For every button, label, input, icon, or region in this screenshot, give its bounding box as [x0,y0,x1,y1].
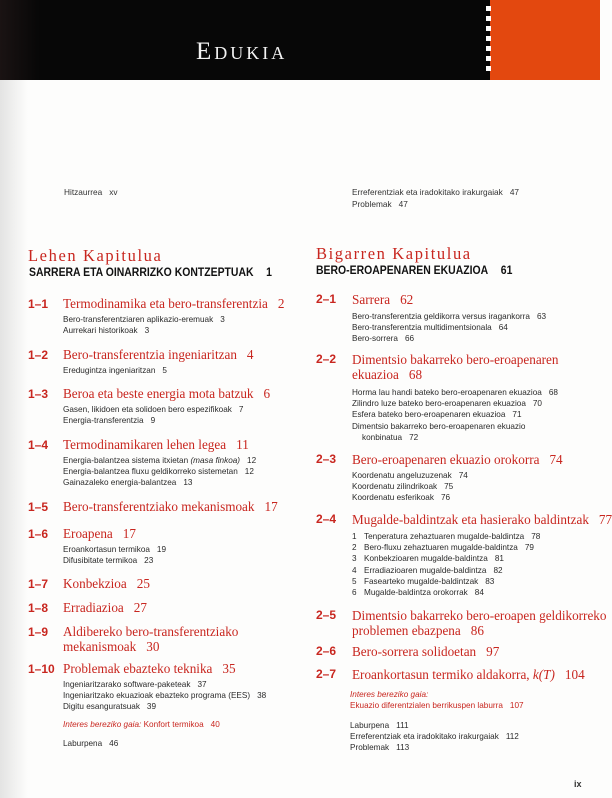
subsection-list [63,455,256,489]
section-title: Beroa eta beste energia mota batzuk 6 [63,386,271,401]
subsection-entry[interactable]: 3 Konbekzioaren mugalde-baldintza 81 [352,554,504,564]
right-intro-list [352,186,519,210]
subsection-list [63,404,243,426]
subsection-list [352,387,558,443]
subsection-entry[interactable]: Aurrekari historikoak 3 [63,326,150,336]
subsection-entry[interactable]: Ingeniaritzarako software-paketeak 37 [63,680,207,689]
page-number: ix [574,779,582,789]
toc-entry[interactable]: Erreferentziak eta iradokitako irakurgaiak 112 [350,732,519,742]
section-title: Eroankortasun termiko aldakorra, k(T) 104 [352,667,585,682]
subsection-entry[interactable]: 2 Bero-fluxu zehaztuaren mugalde-baldintza 79 [352,543,534,553]
subsection-entry[interactable]: Energia-balantzea fluxu geldikorreko sistemetan 12 [63,467,254,477]
subsection-entry[interactable]: Energia-balantzea sistema itxietan (masa finkoa) 12 [63,456,257,465]
subsection-entry[interactable]: Eredugintza ingeniaritzan 5 [63,366,167,375]
subsection-entry[interactable]: Bero-transferentziaren aplikazio-eremuak 3 [63,315,225,324]
subsection-entry[interactable]: Koordenatu esferikoak 76 [352,493,451,503]
subsection-entry[interactable]: 5 Fasearteko mugalde-baldintzak 83 [352,576,495,586]
toc-entry[interactable]: Laburpena 111 [350,721,409,730]
toc-entry[interactable]: Hitzaurrea xv [64,187,118,197]
special-topic-entry[interactable]: Interes bereziko gaia: Konfort termikoa 40 [63,720,220,729]
subsection-entry[interactable]: Gasen, likidoen eta solidoen bero espezifikoak 7 [63,405,244,414]
special-topic-entry[interactable]: Interes bereziko gaia: Ekuazio diferentzialen berrikuspen laburra 107 [350,690,524,711]
subsection-entry[interactable]: Dimentsio bakarreko bero-eroapenaren ekuazio konbinatua 72 [352,421,526,442]
header-band [0,0,600,80]
end-matter-list [350,720,519,754]
chapter-title[interactable]: BERO-EROAPENAREN EKUAZIOA 61 [316,264,513,277]
subsection-entry[interactable]: 4 Erradiazioaren mugalde-baldintza 82 [352,565,503,575]
section-title: Mugalde-baldintzak eta hasierako baldintzak 77 [352,512,612,527]
toc-entry[interactable]: Problemak 113 [350,743,410,753]
section-title: Sarrera 62 [352,292,414,307]
section-title: Aldibereko bero-transferentziako mekanismoak 30 [63,624,239,654]
subsection-list [63,314,225,336]
header-accent-block [490,0,600,80]
subsection-entry[interactable]: Bero-transferentzia multidimentsionala 64 [352,323,508,333]
subsection-list [352,470,468,504]
section-title: Bero-eroapenaren ekuazio orokorra 74 [352,452,563,467]
perforation-dots [486,6,492,76]
subsection-entry[interactable]: Eroankortasun termikoa 19 [63,545,167,554]
section-title: Dimentsio bakarreko bero-eroapen geldikorreko problemen ebazpena 86 [352,608,607,638]
subsection-list [352,311,546,345]
subsection-entry[interactable]: 6 Mugalde-baldintza orokorrak 84 [352,588,484,598]
subsection-entry[interactable]: Bero-sorrera 66 [352,334,415,344]
subsection-list [352,531,540,598]
toc-entry[interactable]: Laburpena 46 [63,739,119,748]
subsection-entry[interactable]: Koordenatu angeluzuzenak 74 [352,471,468,480]
section-title: Termodinamika eta bero-transferentzia 2 [63,296,285,311]
section-title: Termodinamikaren lehen legea 11 [63,437,249,452]
header-gradient [0,0,40,80]
left-intro-list [64,186,118,198]
section-title: Bero-sorrera solidoetan 97 [352,644,500,659]
subsection-entry[interactable]: Ingeniaritzako ekuazioak ebazteko programa (EES) 38 [63,691,267,701]
subsection-list [63,365,167,376]
subsection-entry[interactable]: Digitu esanguratsuak 39 [63,702,157,712]
section-title: Erradiazioa 27 [63,600,147,615]
subsection-entry[interactable]: Esfera bateko bero-eroapenaren ekuazioa 71 [352,410,522,420]
subsection-entry[interactable]: Gainazaleko energia-balantzea 13 [63,478,193,488]
end-matter-list [63,738,118,749]
section-title: Bero-transferentzia ingeniaritzan 4 [63,347,254,362]
section-title: Problemak ebazteko teknika 35 [63,661,236,676]
subsection-entry[interactable]: Bero-transferentzia geldikorra versus iragankorra 63 [352,312,547,321]
toc-entry[interactable]: Erreferentziak eta iradokitako irakurgaiak 47 [352,187,520,197]
subsection-entry[interactable]: 1 Tenperatura zehaztuaren mugalde-baldintza 78 [352,532,541,541]
chapter-label: Lehen Kapitulua [28,246,163,265]
page-spine-shadow [0,0,28,798]
subsection-list [63,544,166,566]
section-title: Dimentsio bakarreko bero-eroapenaren ekuazioa 68 [352,352,559,382]
subsection-entry[interactable]: Energia-transferentzia 9 [63,416,156,426]
subsection-entry[interactable]: Zilindro luze bateko bero-eroapenaren ekuazioa 70 [352,399,542,409]
chapter-title[interactable]: SARRERA ETA OINARRIZKO KONTZEPTUAK 1 [29,266,272,279]
subsection-entry[interactable]: Horma lau handi bateko bero-eroapenaren ekuazioa 68 [352,388,558,397]
chapter-label: Bigarren Kapitulua [316,244,472,263]
section-title: Konbekzioa 25 [63,576,150,591]
subsection-entry[interactable]: Difusibitate termikoa 23 [63,556,154,566]
subsection-entry[interactable]: Koordenatu zilindrikoak 75 [352,482,454,492]
section-title: Eroapena 17 [63,526,136,541]
subsection-list [63,679,266,713]
toc-entry[interactable]: Problemak 47 [352,199,408,209]
section-title: Bero-transferentziako mekanismoak 17 [63,499,278,514]
page-title: Edukia [196,38,288,65]
